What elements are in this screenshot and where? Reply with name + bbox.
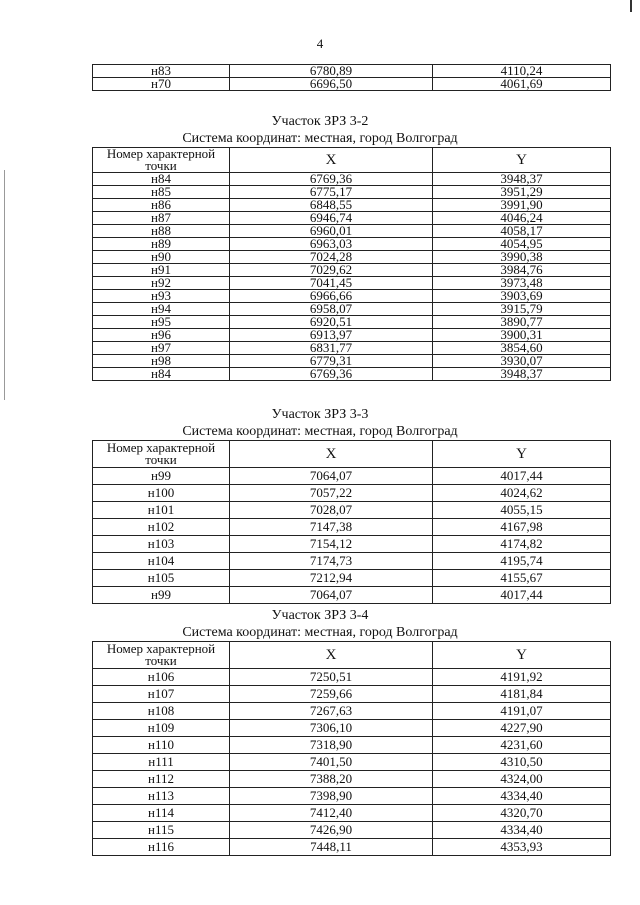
header-point-number: Номер характерной точки <box>93 441 230 468</box>
y-coordinate-cell: 4155,67 <box>433 570 611 587</box>
x-coordinate-cell: 7024,28 <box>230 251 433 264</box>
section-subtitle: Система координат: местная, город Волгоград <box>182 131 458 146</box>
scan-corner-mark <box>630 0 632 12</box>
point-number-cell: н112 <box>93 771 230 788</box>
table-row <box>93 519 611 536</box>
table-row <box>93 720 611 737</box>
x-coordinate-cell: 6963,03 <box>230 238 433 251</box>
y-coordinate-cell: 3990,38 <box>433 251 611 264</box>
point-number-cell: н106 <box>93 669 230 686</box>
point-number-cell: н105 <box>93 570 230 587</box>
table-row <box>93 485 611 502</box>
table-row <box>93 737 611 754</box>
y-coordinate-cell: 3973,48 <box>433 277 611 290</box>
x-coordinate-cell: 6769,36 <box>230 368 433 381</box>
x-coordinate-cell: 7057,22 <box>230 485 433 502</box>
y-coordinate-cell: 4191,92 <box>433 669 611 686</box>
point-number-cell: н84 <box>93 368 230 381</box>
x-coordinate-cell: 7147,38 <box>230 519 433 536</box>
y-coordinate-cell: 4061,69 <box>433 78 611 91</box>
point-number-cell: н83 <box>93 65 230 78</box>
y-coordinate-cell: 4320,70 <box>433 805 611 822</box>
x-coordinate-cell: 7029,62 <box>230 264 433 277</box>
x-coordinate-cell: 7267,63 <box>230 703 433 720</box>
table-row <box>93 805 611 822</box>
point-number-cell: н109 <box>93 720 230 737</box>
section-subtitle: Система координат: местная, город Волгоград <box>182 424 458 439</box>
y-coordinate-cell: 4195,74 <box>433 553 611 570</box>
table-row <box>93 703 611 720</box>
x-coordinate-cell: 7154,12 <box>230 536 433 553</box>
page-number: 4 <box>316 36 324 51</box>
x-coordinate-cell: 6696,50 <box>230 78 433 91</box>
x-coordinate-cell: 7028,07 <box>230 502 433 519</box>
y-coordinate-cell: 4227,90 <box>433 720 611 737</box>
y-coordinate-cell: 4353,93 <box>433 839 611 856</box>
continuation-table <box>92 64 611 91</box>
y-coordinate-cell: 4167,98 <box>433 519 611 536</box>
point-number-cell: н110 <box>93 737 230 754</box>
y-coordinate-cell: 3890,77 <box>433 316 611 329</box>
coordinates-table <box>92 440 611 604</box>
y-coordinate-cell: 4017,44 <box>433 587 611 604</box>
table-row <box>93 822 611 839</box>
point-number-cell: н94 <box>93 303 230 316</box>
x-coordinate-cell: 6779,31 <box>230 355 433 368</box>
x-coordinate-cell: 6775,17 <box>230 186 433 199</box>
y-coordinate-cell: 4174,82 <box>433 536 611 553</box>
header-y: Y <box>433 148 611 173</box>
point-number-cell: н111 <box>93 754 230 771</box>
table-row <box>93 771 611 788</box>
table-row <box>93 502 611 519</box>
y-coordinate-cell: 3854,60 <box>433 342 611 355</box>
point-number-cell: н113 <box>93 788 230 805</box>
section-subtitle: Система координат: местная, город Волгоград <box>182 625 458 640</box>
table-row <box>93 788 611 805</box>
table-row <box>93 587 611 604</box>
section-title: Участок ЗРЗ 3-4 <box>271 608 369 623</box>
point-number-cell: н92 <box>93 277 230 290</box>
x-coordinate-cell: 7306,10 <box>230 720 433 737</box>
x-coordinate-cell: 7426,90 <box>230 822 433 839</box>
point-number-cell: н90 <box>93 251 230 264</box>
y-coordinate-cell: 3900,31 <box>433 329 611 342</box>
table-row <box>93 468 611 485</box>
y-coordinate-cell: 4191,07 <box>433 703 611 720</box>
y-coordinate-cell: 3984,76 <box>433 264 611 277</box>
y-coordinate-cell: 3930,07 <box>433 355 611 368</box>
x-coordinate-cell: 6831,77 <box>230 342 433 355</box>
header-x: X <box>230 642 433 669</box>
table-row <box>93 754 611 771</box>
y-coordinate-cell: 4055,15 <box>433 502 611 519</box>
point-number-cell: н89 <box>93 238 230 251</box>
scan-edge-mark <box>4 170 5 400</box>
table-row <box>93 78 611 91</box>
x-coordinate-cell: 6958,07 <box>230 303 433 316</box>
x-coordinate-cell: 7174,73 <box>230 553 433 570</box>
point-number-cell: н95 <box>93 316 230 329</box>
point-number-cell: н88 <box>93 225 230 238</box>
y-coordinate-cell: 4310,50 <box>433 754 611 771</box>
y-coordinate-cell: 4046,24 <box>433 212 611 225</box>
y-coordinate-cell: 3948,37 <box>433 173 611 186</box>
y-coordinate-cell: 3951,29 <box>433 186 611 199</box>
x-coordinate-cell: 6848,55 <box>230 199 433 212</box>
x-coordinate-cell: 6920,51 <box>230 316 433 329</box>
x-coordinate-cell: 7212,94 <box>230 570 433 587</box>
x-coordinate-cell: 7412,40 <box>230 805 433 822</box>
y-coordinate-cell: 3903,69 <box>433 290 611 303</box>
point-number-cell: н97 <box>93 342 230 355</box>
x-coordinate-cell: 7250,51 <box>230 669 433 686</box>
y-coordinate-cell: 4231,60 <box>433 737 611 754</box>
header-x: X <box>230 148 433 173</box>
table-row <box>93 570 611 587</box>
point-number-cell: н103 <box>93 536 230 553</box>
point-number-cell: н114 <box>93 805 230 822</box>
point-number-cell: н107 <box>93 686 230 703</box>
point-number-cell: н115 <box>93 822 230 839</box>
y-coordinate-cell: 4017,44 <box>433 468 611 485</box>
header-point-number: Номер характерной точки <box>93 148 230 173</box>
point-number-cell: н116 <box>93 839 230 856</box>
point-number-cell: н87 <box>93 212 230 225</box>
y-coordinate-cell: 4324,00 <box>433 771 611 788</box>
point-number-cell: н102 <box>93 519 230 536</box>
point-number-cell: н98 <box>93 355 230 368</box>
header-y: Y <box>433 441 611 468</box>
header-x: X <box>230 441 433 468</box>
table-row <box>93 686 611 703</box>
x-coordinate-cell: 6769,36 <box>230 173 433 186</box>
x-coordinate-cell: 6780,89 <box>230 65 433 78</box>
section-title: Участок ЗРЗ 3-3 <box>271 407 369 422</box>
point-number-cell: н93 <box>93 290 230 303</box>
point-number-cell: н91 <box>93 264 230 277</box>
y-coordinate-cell: 4181,84 <box>433 686 611 703</box>
coordinates-table <box>92 641 611 856</box>
table-row <box>93 368 611 381</box>
point-number-cell: н100 <box>93 485 230 502</box>
y-coordinate-cell: 4334,40 <box>433 788 611 805</box>
table-row <box>93 536 611 553</box>
x-coordinate-cell: 7041,45 <box>230 277 433 290</box>
x-coordinate-cell: 6966,66 <box>230 290 433 303</box>
point-number-cell: н84 <box>93 173 230 186</box>
table-row <box>93 839 611 856</box>
y-coordinate-cell: 3948,37 <box>433 368 611 381</box>
point-number-cell: н99 <box>93 587 230 604</box>
point-number-cell: н70 <box>93 78 230 91</box>
table-row <box>93 553 611 570</box>
header-y: Y <box>433 642 611 669</box>
point-number-cell: н86 <box>93 199 230 212</box>
x-coordinate-cell: 6960,01 <box>230 225 433 238</box>
x-coordinate-cell: 7398,90 <box>230 788 433 805</box>
x-coordinate-cell: 6913,97 <box>230 329 433 342</box>
point-number-cell: н108 <box>93 703 230 720</box>
header-point-number: Номер характерной точки <box>93 642 230 669</box>
point-number-cell: н96 <box>93 329 230 342</box>
x-coordinate-cell: 7064,07 <box>230 468 433 485</box>
section-title: Участок ЗРЗ 3-2 <box>271 114 369 129</box>
y-coordinate-cell: 4110,24 <box>433 65 611 78</box>
x-coordinate-cell: 7064,07 <box>230 587 433 604</box>
x-coordinate-cell: 7448,11 <box>230 839 433 856</box>
point-number-cell: н101 <box>93 502 230 519</box>
y-coordinate-cell: 4054,95 <box>433 238 611 251</box>
x-coordinate-cell: 7259,66 <box>230 686 433 703</box>
y-coordinate-cell: 3915,79 <box>433 303 611 316</box>
x-coordinate-cell: 6946,74 <box>230 212 433 225</box>
x-coordinate-cell: 7388,20 <box>230 771 433 788</box>
y-coordinate-cell: 4024,62 <box>433 485 611 502</box>
y-coordinate-cell: 3991,90 <box>433 199 611 212</box>
x-coordinate-cell: 7401,50 <box>230 754 433 771</box>
coordinates-table <box>92 147 611 381</box>
y-coordinate-cell: 4058,17 <box>433 225 611 238</box>
table-row <box>93 669 611 686</box>
x-coordinate-cell: 7318,90 <box>230 737 433 754</box>
y-coordinate-cell: 4334,40 <box>433 822 611 839</box>
point-number-cell: н85 <box>93 186 230 199</box>
point-number-cell: н104 <box>93 553 230 570</box>
point-number-cell: н99 <box>93 468 230 485</box>
